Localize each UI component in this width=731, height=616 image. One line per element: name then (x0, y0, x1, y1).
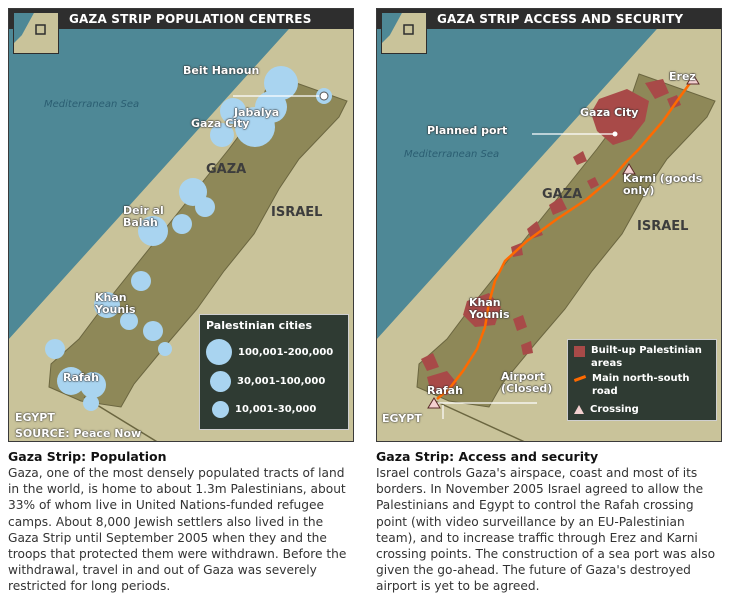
map-title: GAZA STRIP POPULATION CENTRES (9, 9, 353, 29)
locator-inset (13, 12, 59, 54)
locator-inset (381, 12, 427, 54)
karni-label: Karni (goods only) (623, 172, 703, 197)
khan-younis-label: Khan Younis (469, 296, 510, 321)
beit-hanoun-label: Beit Hanoun (183, 64, 260, 77)
legend-item: Crossing (574, 404, 639, 415)
small-city-icon (212, 401, 229, 418)
crossing-triangle-icon (574, 405, 584, 414)
map-legend (199, 314, 349, 430)
large-city-icon (206, 339, 232, 365)
gaza-city-label: Gaza City (580, 106, 639, 119)
map-legend (567, 339, 717, 421)
gaza-label: GAZA (542, 187, 583, 202)
israel-label: ISRAEL (637, 219, 689, 234)
road-swatch-icon (574, 375, 586, 382)
caption-body: Israel controls Gaza's airspace, coast and most of its borders. In November 2005 Israel agreed to allow the Palestinians and Egypt to control the Rafah crossing point (with video surveillance by an EU-Palestinian team), and to increase traffic through Erez and Karni crossing points. The construction of a sea port was also given the go-ahead. The future of Gaza's destroyed airport is yet to be agreed. (376, 466, 716, 594)
access-caption (376, 449, 722, 595)
israel-label: ISRAEL (271, 205, 323, 220)
egypt-label: EGYPT (15, 411, 55, 424)
legend-item: 100,001-200,000 (206, 339, 333, 365)
gaza-city-label: Gaza City (191, 117, 250, 130)
population-caption (8, 449, 354, 595)
legend-item: Main north-south road (574, 372, 710, 398)
gaza-label: GAZA (206, 162, 247, 177)
rafah-label: Rafah (427, 384, 463, 397)
rafah-label: Rafah (63, 371, 99, 384)
map-title: GAZA STRIP ACCESS AND SECURITY (377, 9, 721, 29)
legend-item: 10,001-30,000 (212, 401, 316, 418)
jabalya-label: Jabalya (234, 106, 280, 119)
erez-label: Erez (669, 70, 696, 83)
legend-item: 30,001-100,000 (210, 371, 325, 392)
legend-item: Built-up Palestinian areas (574, 344, 709, 370)
deir-al-balah-label: Deir al Balah (123, 204, 164, 229)
sea-label: Mediterranean Sea (404, 149, 500, 160)
source-label: SOURCE: Peace Now (15, 427, 142, 440)
medium-city-icon (210, 371, 231, 392)
caption-body: Gaza, one of the most densely populated tracts of land in the world, is home to about 1.3m Palestinians, about 33% of whom live in United Nations-funded refugee camps. About 8,000 Jewish settlers also lived in the Gaza Strip until September 2005 when they and the troops that protected them were withdrawn. Before the withdrawal, travel in and out of Gaza was severely restricted for long periods. (8, 466, 347, 594)
access-security-map (376, 8, 722, 442)
population-map (8, 8, 354, 442)
legend-title: Palestinian cities (206, 319, 313, 332)
caption-heading: Gaza Strip: Access and security (376, 449, 599, 464)
planned-port-label: Planned port (427, 124, 508, 137)
egypt-label: EGYPT (382, 412, 422, 425)
beit-hanoun-dot (320, 92, 328, 100)
caption-heading: Gaza Strip: Population (8, 449, 167, 464)
khan-younis-label: Khan Younis (95, 291, 136, 316)
sea-label: Mediterranean Sea (44, 99, 140, 110)
airport-label: Airport (Closed) (501, 370, 553, 395)
built-up-swatch-icon (574, 346, 585, 357)
port-dot (613, 132, 618, 137)
